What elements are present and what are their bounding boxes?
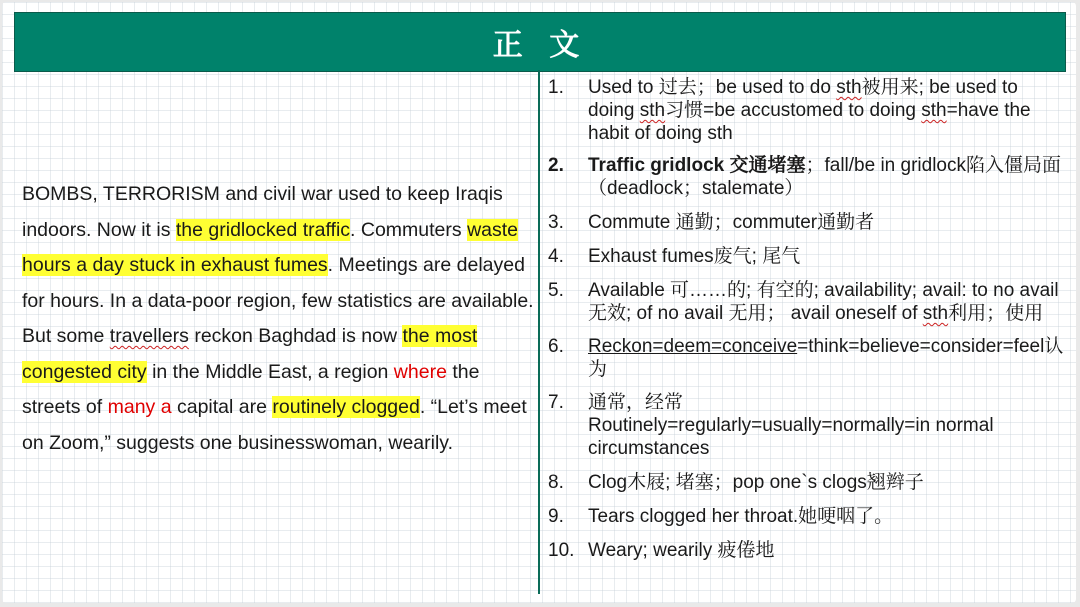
note-text: Traffic gridlock 交通堵塞；fall/be in gridlock陷入僵局面（deadlock；stalemate） — [588, 155, 1062, 199]
passage-segment: BOMBS, TERRORISM and civil war used to keep Iraqis indoors. Now it is — [22, 183, 503, 241]
note-item-1 — [548, 76, 1068, 145]
note-number: 4. — [548, 246, 564, 267]
note-number: 8. — [548, 472, 564, 493]
passage-segment: in the Middle East, a region — [146, 360, 394, 383]
note-item-9 — [548, 505, 1068, 528]
note-number: 7. — [548, 392, 564, 413]
note-text: 通常，经常 Routinely=regularly=usually=normally=in normal circumstances — [588, 392, 994, 459]
note-item-6 — [548, 335, 1068, 381]
spellcheck-word: sth — [921, 100, 947, 121]
note-item-3 — [548, 211, 1068, 234]
note-text: Clog木屐; 堵塞；pop one`s clogs翘辫子 — [588, 472, 924, 493]
passage-text — [22, 177, 538, 461]
note-text: Weary; wearily 疲倦地 — [588, 540, 775, 561]
spellcheck-word: travellers — [109, 325, 189, 347]
note-item-10 — [548, 539, 1068, 562]
note-number: 3. — [548, 212, 564, 233]
title-bar — [14, 12, 1066, 72]
note-text: Commute 通勤；commuter通勤者 — [588, 212, 875, 233]
note-text: Tears clogged her throat.她哽咽了。 — [588, 506, 894, 527]
passage-segment: . Commuters — [350, 218, 468, 241]
spellcheck-word: sth — [836, 77, 862, 98]
note-item-2 — [548, 154, 1068, 200]
note-item-8 — [548, 471, 1068, 494]
note-text: Used to 过去；be used to do sth被用来; be used to doing sth习惯=be accustomed to doing sth=have the habit of doing sth — [588, 77, 1031, 144]
note-number: 9. — [548, 506, 564, 527]
passage-segment: the streets of — [22, 360, 480, 418]
note-number: 6. — [548, 336, 564, 357]
note-text: Available 可……的; 有空的; availability; avail: to no avail无效; of no avail 无用； avail oneself of sth利用；使用 — [588, 280, 1059, 324]
passage-segment: capital are — [171, 396, 273, 418]
highlight-phrase: the gridlocked traffic — [175, 218, 351, 241]
note-item-7 — [548, 391, 1068, 460]
column-divider — [538, 70, 540, 594]
note-text: Reckon=deem=conceive=think=believe=consider=feel认为 — [588, 336, 1064, 380]
passage-segment: . “Let’s meet on Zoom,” suggests one businesswoman, wearily. — [22, 396, 527, 454]
passage-segment: . Meetings are delayed for hours. In a data-poor region, few statistics are available. But some — [22, 254, 534, 347]
spellcheck-word: sth — [922, 303, 949, 324]
note-number: 5. — [548, 280, 564, 301]
note-number: 2. — [548, 155, 564, 176]
highlight-phrase: waste hours a day stuck in exhaust fumes — [22, 218, 519, 276]
vocabulary-notes — [548, 76, 1068, 562]
note-number: 1. — [548, 77, 564, 98]
highlight-phrase: routinely clogged — [272, 396, 420, 418]
note-number: 10. — [548, 540, 575, 561]
red-phrase: many a — [107, 396, 172, 418]
passage-segment: reckon Baghdad is now — [188, 325, 403, 347]
slide — [2, 2, 1076, 603]
red-phrase: where — [393, 360, 447, 383]
note-text: Exhaust fumes废气; 尾气 — [588, 246, 801, 267]
highlight-phrase: the most congested city — [22, 325, 478, 383]
spellcheck-word: sth — [639, 100, 666, 121]
note-item-5 — [548, 279, 1068, 325]
note-item-4 — [548, 245, 1068, 268]
slide-title: 正 文 — [492, 28, 588, 63]
